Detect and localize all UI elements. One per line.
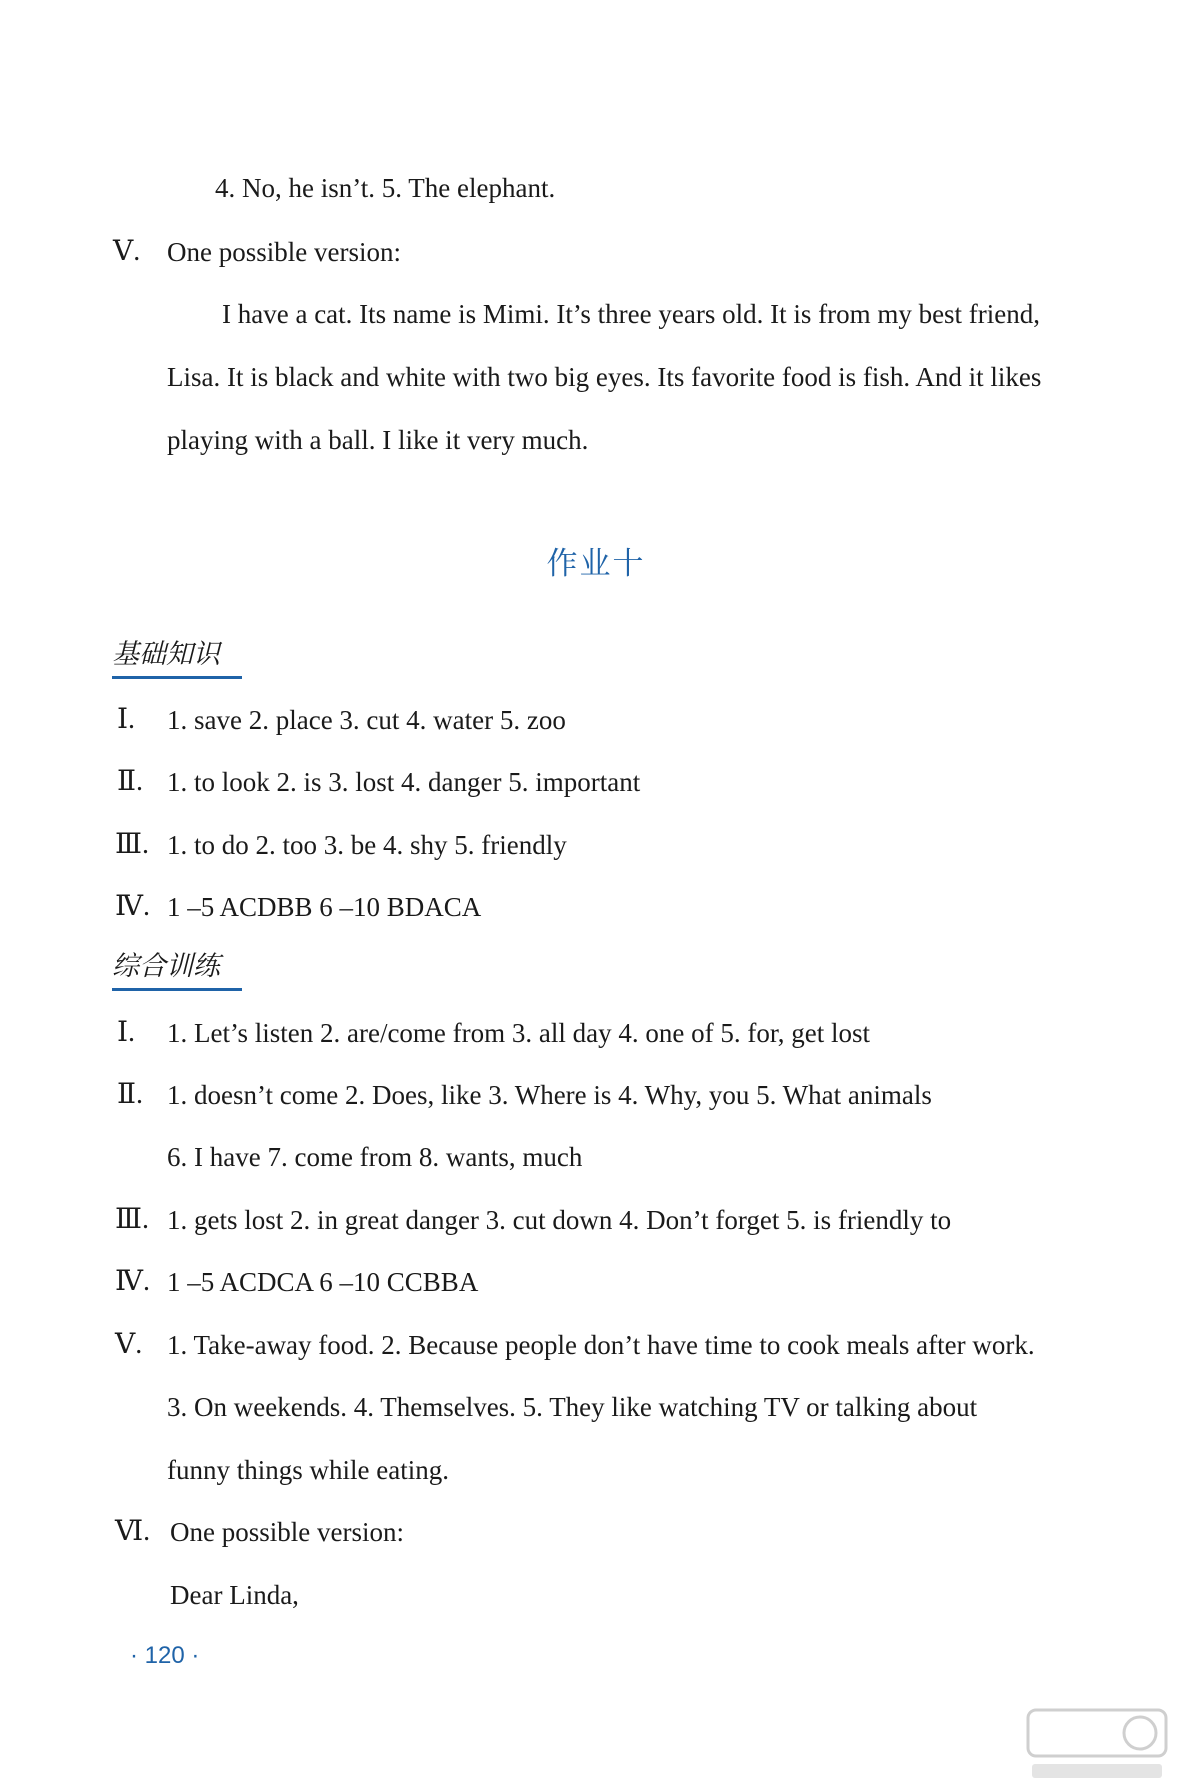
essay-line-3: playing with a ball. I like it very much. [167,425,589,455]
comp-roman-1: Ⅰ. [117,1017,136,1048]
letter-greeting: Dear Linda, [170,1580,299,1610]
comp-row-5c: funny things while eating. [167,1455,449,1485]
basic-roman-2: Ⅱ. [117,766,144,797]
comp-roman-6: Ⅵ. [115,1516,151,1547]
comp-roman-3: Ⅲ. [115,1204,150,1235]
comp-row-5b: 3. On weekends. 4. Themselves. 5. They like watching TV or talking about [167,1392,978,1422]
comp-roman-2: Ⅱ. [117,1079,144,1110]
comp-row-4: 1 –5 ACDCA 6 –10 CCBBA [167,1267,479,1297]
comp-row-2b: 6. I have 7. come from 8. wants, much [167,1142,583,1172]
comp-roman-5: Ⅴ. [115,1329,143,1360]
basic-roman-4: Ⅳ. [115,891,150,922]
page-number: · 120 · [130,1642,200,1669]
basic-row-3: 1. to do 2. too 3. be 4. shy 5. friendly [167,830,567,860]
comp-row-5: 1. Take-away food. 2. Because people don’t have time to cook meals after work. [167,1330,1035,1360]
roman-numeral-v: Ⅴ. [113,236,141,267]
version-intro: One possible version: [167,237,401,267]
section-title: 作业十 [546,546,646,582]
essay-line-2: Lisa. It is black and white with two big eyes. Its favorite food is fish. And it likes [167,362,1042,392]
comprehensive-heading: 综合训练 [112,950,242,991]
basic-row-2: 1. to look 2. is 3. lost 4. danger 5. important [167,767,641,797]
comp-row-6: One possible version: [170,1517,404,1547]
comp-row-1: 1. Let’s listen 2. are/come from 3. all day 4. one of 5. for, get lost [167,1018,870,1048]
comp-row-2: 1. doesn’t come 2. Does, like 3. Where is 4. Why, you 5. What animals [167,1080,932,1110]
comp-row-3: 1. gets lost 2. in great danger 3. cut down 4. Don’t forget 5. is friendly to [167,1205,952,1235]
basic-roman-1: Ⅰ. [117,704,136,735]
basic-roman-3: Ⅲ. [115,829,150,860]
basic-knowledge-heading: 基础知识 [112,638,242,679]
watermark-logo [1022,1704,1172,1784]
basic-row-1: 1. save 2. place 3. cut 4. water 5. zoo [167,705,566,735]
essay-line-1: I have a cat. Its name is Mimi. It’s three years old. It is from my best friend, [222,299,1041,329]
answer-line-4-5: 4. No, he isn’t. 5. The elephant. [215,173,556,203]
basic-row-4: 1 –5 ACDBB 6 –10 BDACA [167,892,482,922]
comp-roman-4: Ⅳ. [115,1266,150,1297]
